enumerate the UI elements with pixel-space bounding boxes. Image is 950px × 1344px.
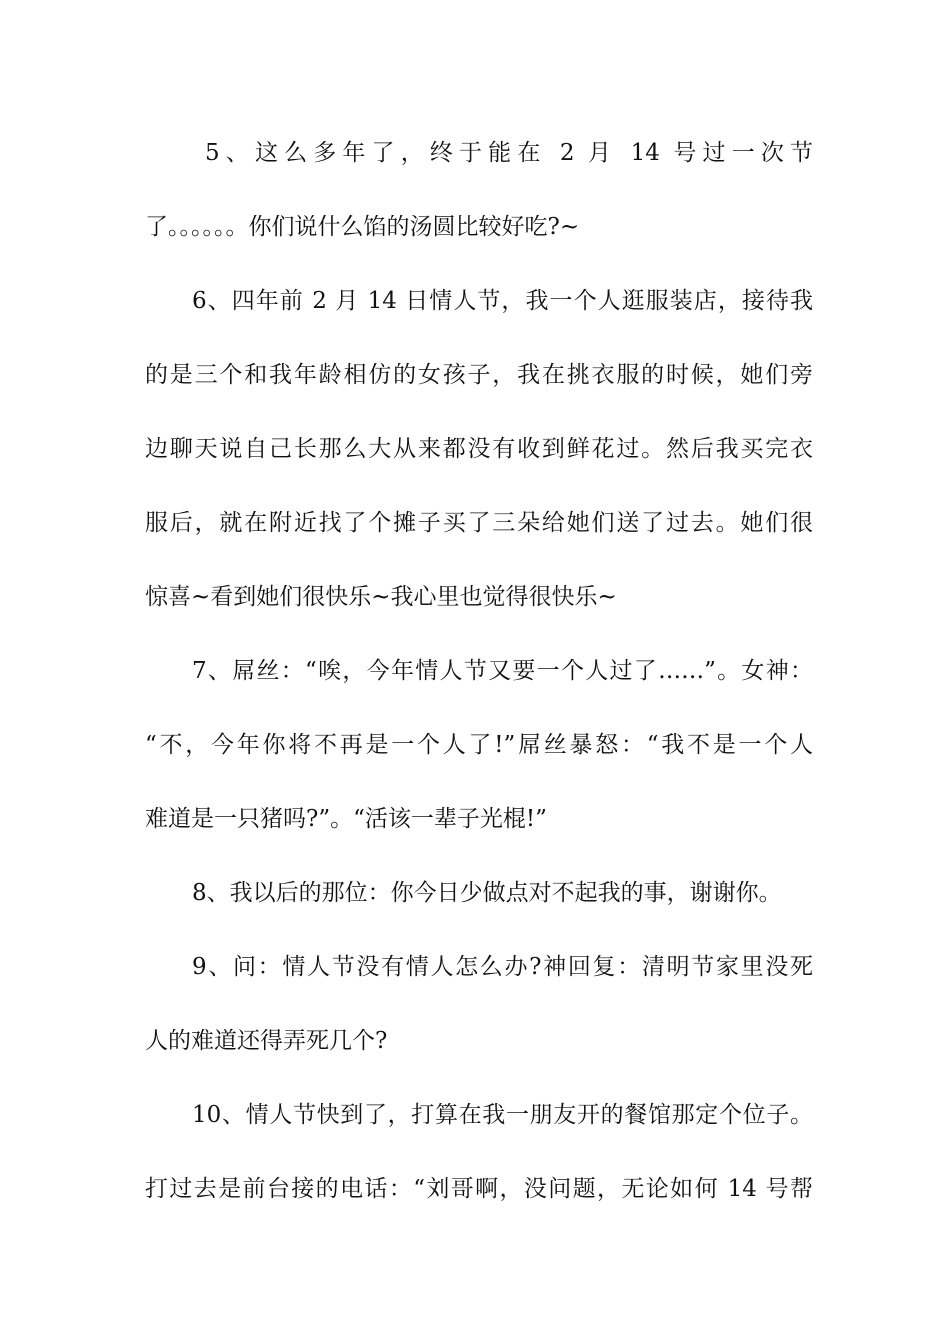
paragraph-6-line-3: 边聊天说自己长那么大从来都没有收到鲜花过。然后我买完衣	[145, 436, 813, 462]
paragraph-10-line-1: 10、情人节快到了，打算在我一朋友开的餐馆那定个位子。	[192, 1102, 813, 1128]
paragraph-6-line-1: 6、四年前 2 月 14 日情人节，我一个人逛服装店，接待我	[192, 288, 813, 314]
paragraph-7-line-2: “不，今年你将不再是一个人了!”屌丝暴怒：“我不是一个人	[145, 732, 813, 758]
paragraph-5-line-2: 了。。。。。。你们说什么馅的汤圆比较好吃?~	[145, 214, 580, 240]
paragraph-6-line-4: 服后，就在附近找了个摊子买了三朵给她们送了过去。她们很	[145, 510, 813, 536]
paragraph-10-line-2: 打过去是前台接的电话：“刘哥啊，没问题，无论如何 14 号帮	[145, 1176, 813, 1202]
paragraph-5-line-1: 5、这么多年了，终于能在 2 月 14 号过一次节	[205, 140, 813, 166]
paragraph-7-line-1: 7、屌丝：“唉，今年情人节又要一个人过了……”。女神：	[192, 658, 813, 684]
paragraph-9-line-2: 人的难道还得弄死几个?	[145, 1028, 388, 1054]
paragraph-7-line-3: 难道是一只猪吗?”。“活该一辈子光棍!”	[145, 806, 547, 832]
paragraph-8-line-1: 8、我以后的那位：你今日少做点对不起我的事，谢谢你。	[192, 880, 782, 906]
paragraph-9-line-1: 9、问：情人节没有情人怎么办?神回复：清明节家里没死	[192, 954, 813, 980]
paragraph-6-line-5: 惊喜~看到她们很快乐~我心里也觉得很快乐~	[145, 584, 617, 610]
paragraph-6-line-2: 的是三个和我年龄相仿的女孩子，我在挑衣服的时候，她们旁	[145, 362, 813, 388]
